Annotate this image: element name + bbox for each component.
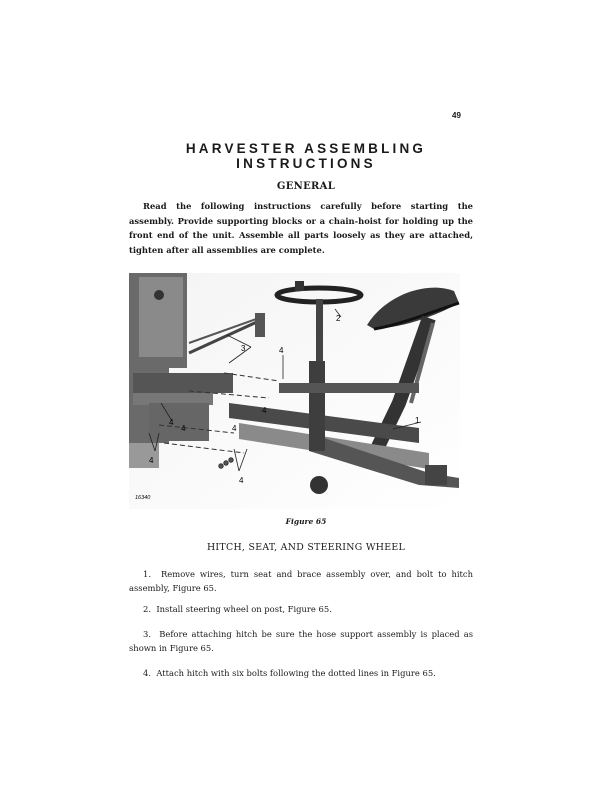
callout-4g: 4 (239, 476, 244, 485)
callout-4f: 4 (149, 456, 154, 465)
title-line-2: INSTRUCTIONS (236, 156, 376, 171)
callout-3: 3 (241, 344, 246, 353)
step-text: Remove wires, turn seat and brace assembly over, and bolt to hitch assembly, Figure 65. (129, 569, 473, 593)
general-heading: GENERAL (276, 181, 336, 192)
step-3 (129, 628, 473, 655)
title-line-1: HARVESTER ASSEMBLING (185, 141, 427, 156)
callout-4b: 4 (262, 406, 267, 415)
step-number: 1. (143, 569, 151, 579)
step-number: 2. (143, 604, 151, 614)
step-number: 3. (143, 629, 151, 639)
callout-2: 2 (336, 314, 341, 323)
step-text: Install steering wheel on post, Figure 65. (156, 604, 332, 614)
intro-paragraph: Read the following instructions carefully before starting the assembly. Provide supporting blocks or a chain-hoist for holding up the front end of the unit. Assemble all parts loosely as they are attached, tighten after all assemblies are complete. (129, 201, 473, 255)
step-2 (129, 603, 473, 617)
callout-4d: 4 (181, 424, 186, 433)
step-text: Attach hitch with six bolts following the dotted lines in Figure 65. (156, 668, 436, 678)
step-text: Before attaching hitch be sure the hose support assembly is placed as shown in Figure 65. (129, 629, 473, 653)
section-title: HITCH, SEAT, AND STEERING WHEEL (206, 542, 406, 553)
step-1 (129, 568, 473, 595)
callout-4c: 4 (169, 418, 174, 427)
main-title (120, 141, 492, 171)
page-number: 49 (452, 111, 461, 120)
figure-65-photo (129, 273, 460, 509)
step-4 (129, 667, 473, 681)
callout-1: 1 (415, 416, 420, 425)
callout-4a: 4 (279, 346, 284, 355)
step-number: 4. (143, 668, 151, 678)
figure-code: 16340 (135, 495, 151, 501)
callout-4e: 4 (232, 424, 237, 433)
figure-caption: Figure 65 (285, 517, 327, 526)
